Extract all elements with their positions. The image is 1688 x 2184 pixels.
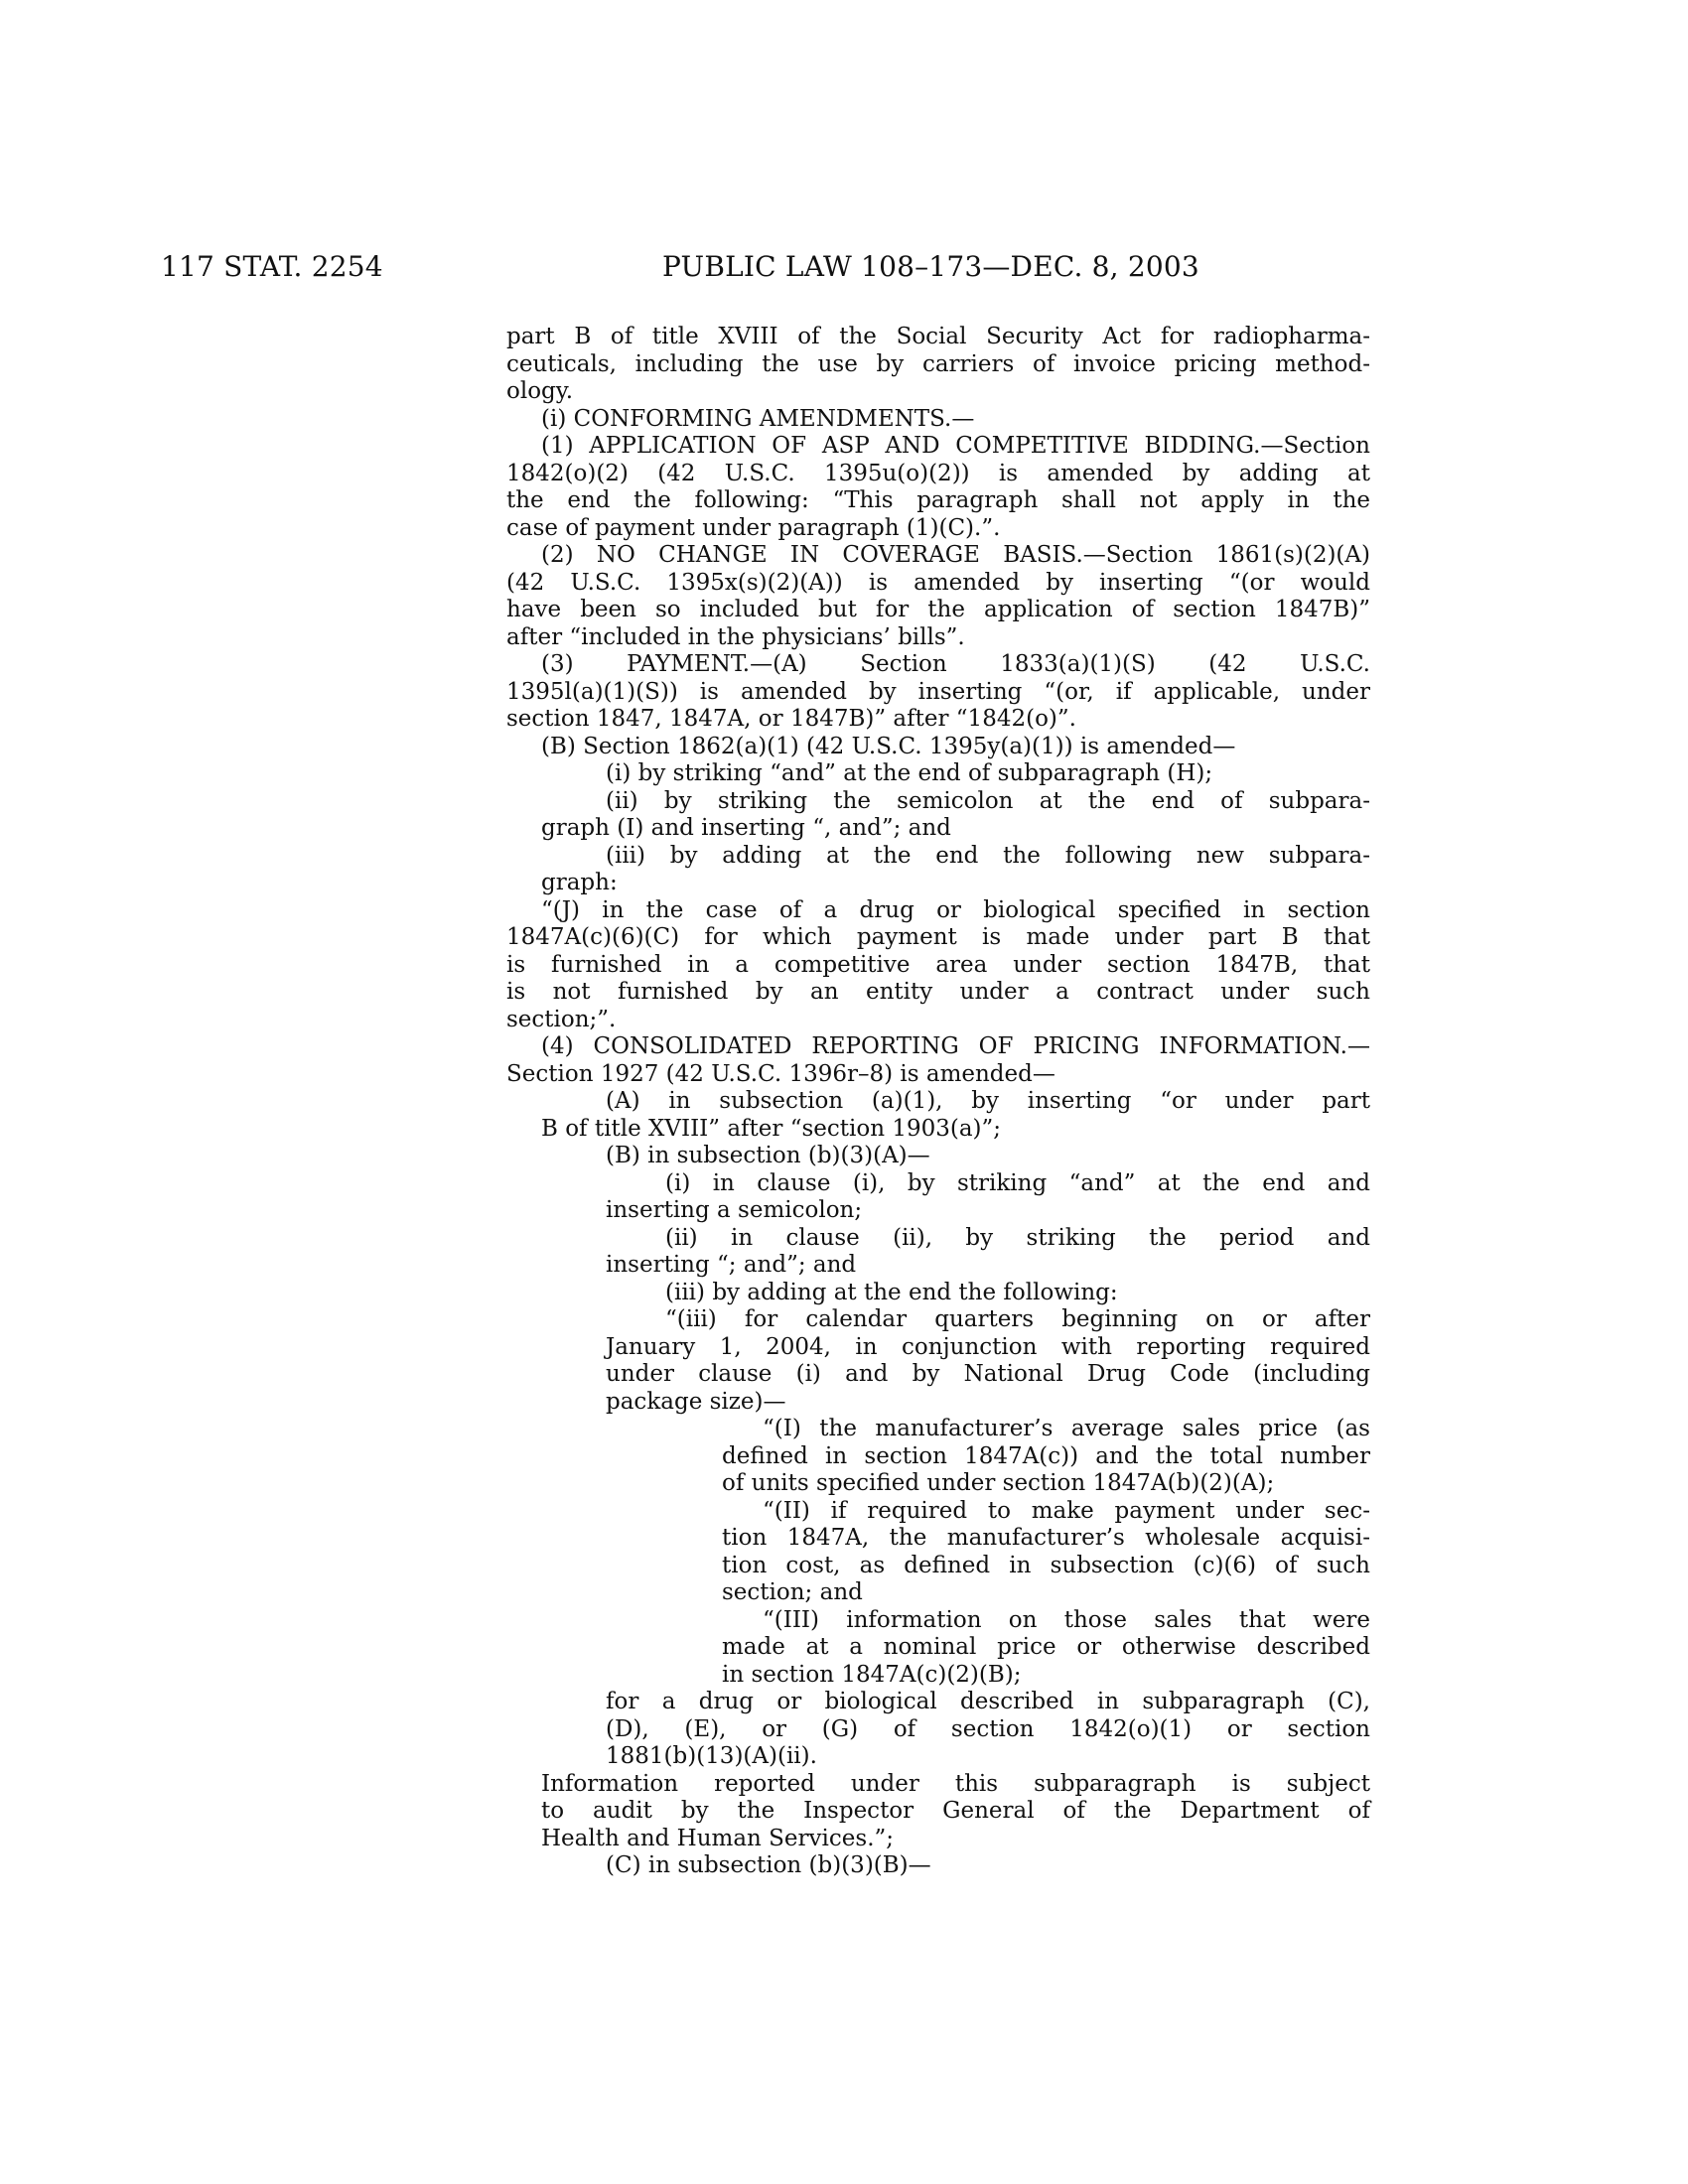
text-line: to audit by the Inspector General of the Department of	[541, 1798, 1370, 1824]
text-line: “(I) the manufacturer’s average sales price (as	[763, 1416, 1370, 1441]
text-line: tion cost, as defined in subsection (c)(6) of such	[722, 1552, 1370, 1578]
text-line: (42 U.S.C. 1395x(s)(2)(A)) is amended by inserting “(or would	[506, 569, 1370, 596]
text-line: graph (I) and inserting “, and”; and	[541, 815, 951, 841]
text-line: (ii) by striking the semicolon at the end of subpara-	[606, 787, 1370, 814]
text-line: defined in section 1847A(c)) and the total number	[722, 1442, 1370, 1469]
text-line: graph:	[541, 870, 618, 895]
paragraph-heading: (2) NO CHANGE IN COVERAGE BASIS.—Section 1861(s)(2)(A)	[541, 542, 1370, 568]
text-line: (iii) by adding at the end the following:	[665, 1279, 1118, 1305]
text-line: (A) in subsection (a)(1), by inserting “or under part	[606, 1088, 1370, 1114]
text-line: of units specified under section 1847A(b)(2)(A);	[722, 1470, 1275, 1496]
text-line: for a drug or biological described in subparagraph (C),	[606, 1689, 1370, 1714]
text-line: is not furnished by an entity under a contract under such	[506, 979, 1370, 1005]
text-line: the end the following: “This paragraph shall not apply in the	[506, 487, 1370, 513]
text-line: have been so included but for the application of section 1847B)”	[506, 597, 1370, 622]
text-line: ology.	[506, 378, 574, 404]
text-line: Section 1927 (42 U.S.C. 1396r–8) is amended—	[506, 1060, 1055, 1087]
text-line: 1395l(a)(1)(S)) is amended by inserting “(or, if applicable, under	[506, 678, 1370, 705]
text-line: (iii) by adding at the end the following new subpara-	[606, 842, 1370, 869]
page-header	[0, 250, 1688, 290]
text-line: (C) in subsection (b)(3)(B)—	[606, 1852, 931, 1878]
text-line: tion 1847A, the manufacturer’s wholesale acquisi-	[722, 1525, 1370, 1551]
subsection-heading: (i) CONFORMING AMENDMENTS.—	[541, 405, 975, 432]
text-line: under clause (i) and by National Drug Code (including	[606, 1361, 1370, 1387]
text-line: (B) in subsection (b)(3)(A)—	[606, 1143, 930, 1168]
text-line: “(J) in the case of a drug or biological specified in section	[541, 896, 1370, 923]
text-line: 1842(o)(2) (42 U.S.C. 1395u(o)(2)) is amended by adding at	[506, 460, 1370, 486]
text-line: inserting “; and”; and	[606, 1252, 857, 1278]
paragraph-heading: (3) PAYMENT.—(A) Section 1833(a)(1)(S) (42 U.S.C.	[541, 651, 1370, 677]
text-line: section;”.	[506, 1006, 617, 1032]
text-line: 1847A(c)(6)(C) for which payment is made under part B that	[506, 924, 1370, 950]
text-line: made at a nominal price or otherwise described	[722, 1634, 1370, 1660]
text-line: package size)—	[606, 1388, 786, 1415]
text-line: after “included in the physicians’ bills”.	[506, 623, 965, 650]
text-line: (ii) in clause (ii), by striking the period and	[665, 1224, 1370, 1251]
text-line: “(iii) for calendar quarters beginning on or after	[665, 1306, 1370, 1332]
paragraph-heading: (1) APPLICATION OF ASP AND COMPETITIVE BIDDING.—Section	[541, 433, 1370, 459]
text-line: 1881(b)(13)(A)(ii).	[606, 1743, 817, 1769]
text-line: section 1847, 1847A, or 1847B)” after “1842(o)”.	[506, 706, 1076, 732]
paragraph-heading: (4) CONSOLIDATED REPORTING OF PRICING INFORMATION.—	[541, 1033, 1370, 1059]
text-line: is furnished in a competitive area under section 1847B, that	[506, 951, 1370, 978]
text-line: Information reported under this subparagraph is subject	[541, 1770, 1370, 1797]
text-line: B of title XVIII” after “section 1903(a)”;	[541, 1115, 1002, 1142]
statute-reference: 117 STAT. 2254	[161, 250, 383, 283]
text-line: “(III) information on those sales that were	[763, 1606, 1370, 1633]
text-line: (B) Section 1862(a)(1) (42 U.S.C. 1395y(a)(1)) is amended—	[541, 733, 1236, 759]
text-line: inserting a semicolon;	[606, 1197, 863, 1223]
text-line: part B of title XVIII of the Social Security Act for radiopharma-	[506, 324, 1370, 349]
public-law-title: PUBLIC LAW 108–173—DEC. 8, 2003	[662, 250, 1199, 283]
text-line: ceuticals, including the use by carriers of invoice pricing method-	[506, 350, 1370, 377]
text-line: section; and	[722, 1579, 863, 1605]
statute-body	[506, 324, 1370, 1880]
text-line: case of payment under paragraph (1)(C).”.	[506, 514, 1001, 541]
text-line: “(II) if required to make payment under sec-	[763, 1497, 1370, 1524]
text-line: Health and Human Services.”;	[541, 1825, 895, 1851]
text-line: (D), (E), or (G) of section 1842(o)(1) or section	[606, 1715, 1370, 1742]
text-line: in section 1847A(c)(2)(B);	[722, 1661, 1022, 1688]
text-line: (i) by striking “and” at the end of subparagraph (H);	[606, 760, 1213, 786]
text-line: January 1, 2004, in conjunction with reporting required	[606, 1333, 1370, 1360]
text-line: (i) in clause (i), by striking “and” at the end and	[665, 1169, 1370, 1196]
